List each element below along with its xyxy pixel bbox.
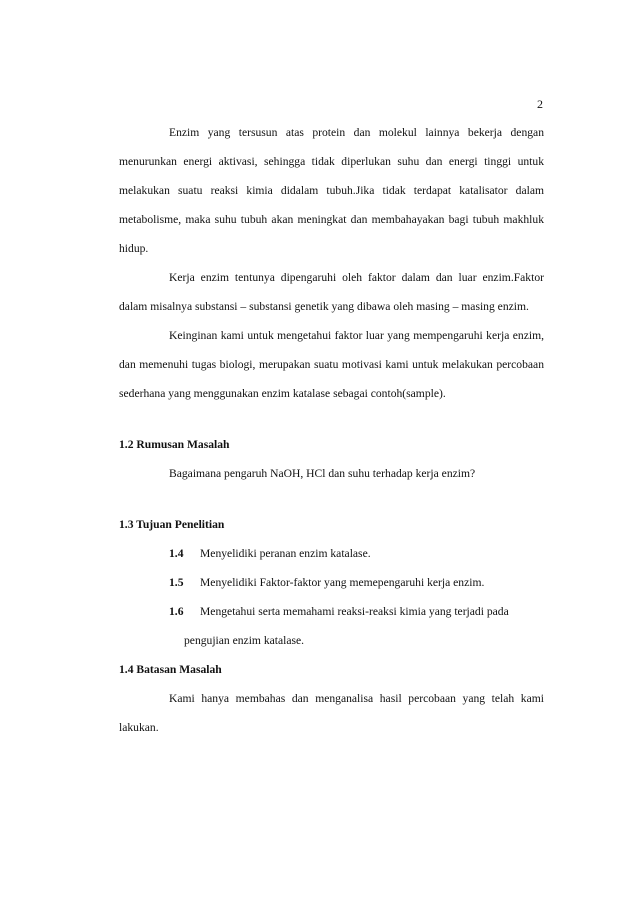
paragraph-keinginan: Keinginan kami untuk mengetahui faktor luar yang mempengaruhi kerja enzim, dan memenuhi tugas biologi, merupakan suatu motivasi kami untuk melakukan percobaan sederhana yang menggunakan enzim katalase sebagai contoh(sample). <box>119 329 544 400</box>
list-item <box>119 597 544 626</box>
paragraph-kerja-enzim: Kerja enzim tentunya dipengaruhi oleh faktor dalam dan luar enzim.Faktor dalam misalnya substansi – substansi genetik yang dibawa oleh masing – masing enzim. <box>119 271 544 313</box>
heading-tujuan-penelitian: 1.3 Tujuan Penelitian <box>119 518 225 531</box>
list-number: 1.4 <box>169 547 184 560</box>
list-text: Menyelidiki peranan enzim katalase. <box>200 547 371 560</box>
page-number: 2 <box>537 97 543 111</box>
list-item <box>119 539 544 568</box>
document-body <box>119 118 544 742</box>
paragraph-enzim: Enzim yang tersusun atas protein dan molekul lainnya bekerja dengan menurunkan energi aktivasi, sehingga tidak diperlukan suhu dan energi tinggi untuk melakukan suatu reaksi kimia didalam tubuh.Jika tidak terdapat katalisator dalam metabolisme, maka suhu tubuh akan meningkat dan membahayakan bagi tubuh makhluk hidup. <box>119 126 544 255</box>
list-text: Mengetahui serta memahami reaksi-reaksi kimia yang terjadi pada <box>200 605 509 618</box>
section-gap <box>119 488 544 510</box>
list-number: 1.5 <box>169 576 184 589</box>
list-text: Menyelidiki Faktor-faktor yang memepengaruhi kerja enzim. <box>200 576 485 589</box>
list-item-continuation: pengujian enzim katalase. <box>184 634 305 647</box>
heading-rumusan-masalah: 1.2 Rumusan Masalah <box>119 438 230 451</box>
batasan-text: Kami hanya membahas dan menganalisa hasil percobaan yang telah kami lakukan. <box>119 692 544 734</box>
section-gap <box>119 408 544 430</box>
heading-batasan-masalah: 1.4 Batasan Masalah <box>119 663 222 676</box>
list-number: 1.6 <box>169 605 184 618</box>
rumusan-text: Bagaimana pengaruh NaOH, HCl dan suhu terhadap kerja enzim? <box>169 467 476 480</box>
list-item <box>119 568 544 597</box>
